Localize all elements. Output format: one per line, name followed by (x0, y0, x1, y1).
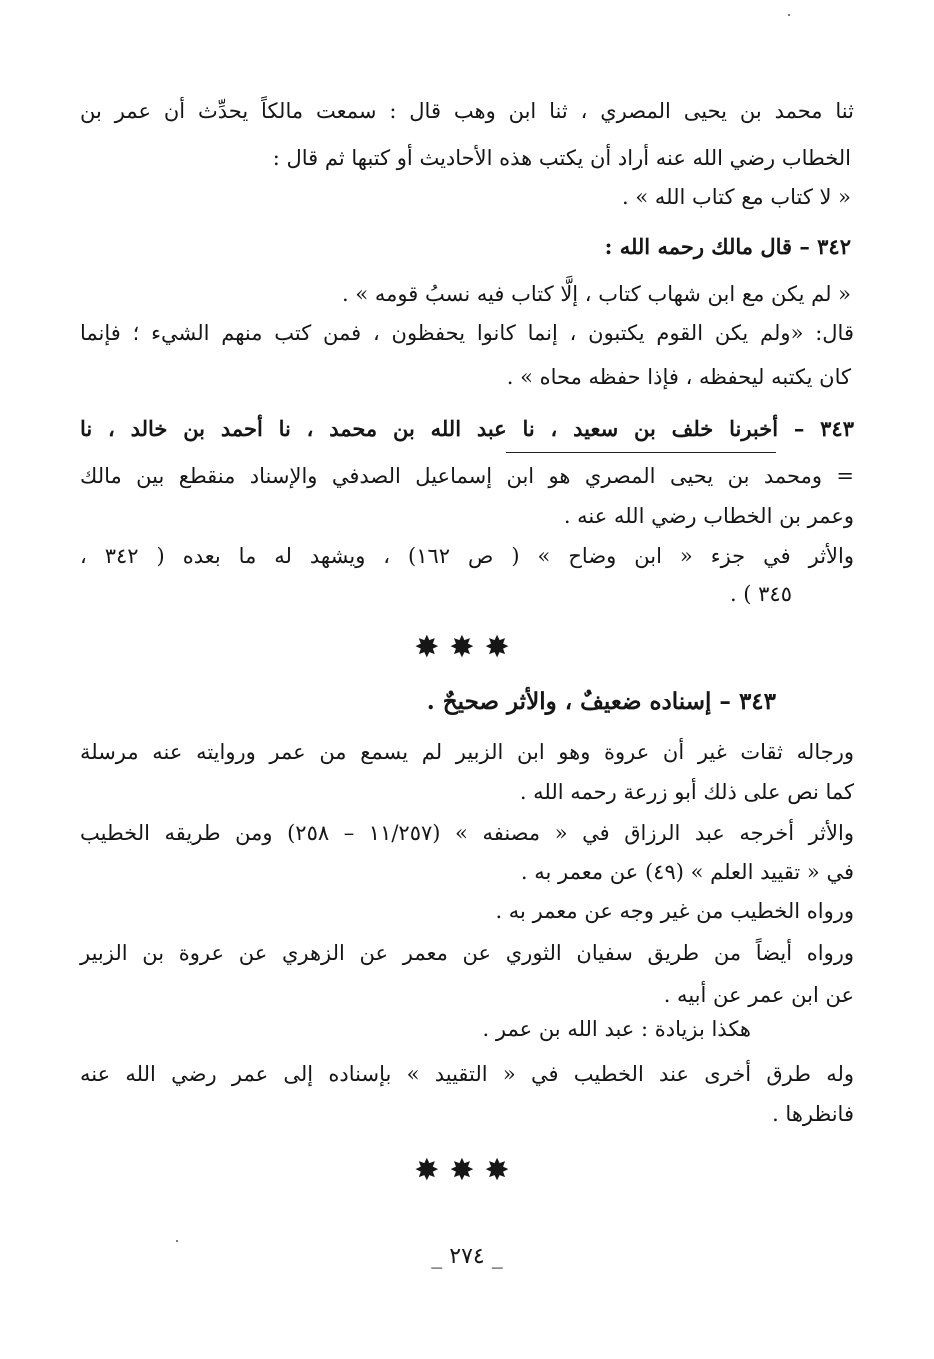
item-342-heading: ٣٤٢ – قال مالك رحمه الله : (604, 234, 851, 259)
text-line: « لا كتاب مع كتاب الله » . (622, 185, 851, 209)
commentary-line: فانظرها . (772, 1102, 854, 1126)
text-line: كان يكتبه ليحفظه ، فإذا حفظه محاه » . (506, 365, 851, 389)
scan-speck (176, 1240, 178, 1242)
commentary-line: ورواه الخطيب من غير وجه عن معمر به . (495, 899, 854, 923)
text-line: « لم يكن مع ابن شهاب كتاب ، إلَّا كتاب فيه نسبُ قومه » . (342, 282, 851, 306)
section-separator: ✸✸✸ (414, 1153, 520, 1188)
footnote-separator-line (506, 452, 776, 453)
footnote-line: والأثر في جزء « ابن وضاح » ( ص ١٦٢) ، ويشهد له ما بعده ( ٣٤٢ ، (80, 544, 854, 568)
commentary-heading: ٣٤٣ – إسناده ضعيفٌ ، والأثر صحيحٌ . (426, 688, 776, 715)
text-line: الخطاب رضي الله عنه أراد أن يكتب هذه الأحاديث أو كتبها ثم قال : (272, 146, 851, 170)
commentary-line: ورواه أيضاً من طريق سفيان الثوري عن معمر عن الزهري عن عروة بن الزبير (80, 941, 854, 965)
commentary-line: ورجاله ثقات غير أن عروة وهو ابن الزبير لم يسمع من عمر وروايته عنه مرسلة (80, 740, 854, 764)
scan-speck (788, 14, 790, 16)
text-line: قال: «ولم يكن القوم يكتبون ، إنما كانوا يحفظون ، فمن كتب منهم الشيء ؛ فإنما (80, 321, 854, 345)
footnote-line: = ومحمد بن يحيى المصري هو ابن إسماعيل الصدفي والإسناد منقطع بين مالك (80, 464, 854, 488)
section-separator: ✸✸✸ (414, 630, 520, 665)
item-343-heading: ٣٤٣ – أخبرنا خلف بن سعيد ، نا عبد الله بن محمد ، نا أحمد بن خالد ، نا (80, 416, 854, 441)
text-line: ثنا محمد بن يحيى المصري ، ثنا ابن وهب قال : سمعت مالكاً يحدِّث أن عمر بن (80, 99, 854, 123)
page-number: _ ٢٧٤ _ (431, 1244, 503, 1269)
commentary-line: وله طرق أخرى عند الخطيب في « التقييد » بإسناده إلى عمر رضي الله عنه (80, 1062, 854, 1086)
commentary-line: والأثر أخرجه عبد الرزاق في « مصنفه » (١١/٢٥٧ – ٢٥٨) ومن طريقه الخطيب (80, 821, 854, 845)
commentary-line: عن ابن عمر عن أبيه . (663, 983, 854, 1007)
commentary-line: هكذا بزيادة : عبد الله بن عمر . (482, 1017, 751, 1041)
commentary-line: في « تقييد العلم » (٤٩) عن معمر به . (520, 860, 854, 884)
footnote-line: ٣٤٥ ) . (729, 582, 792, 606)
commentary-line: كما نص على ذلك أبو زرعة رحمه الله . (519, 780, 854, 804)
footnote-line: وعمر بن الخطاب رضي الله عنه . (563, 504, 854, 528)
